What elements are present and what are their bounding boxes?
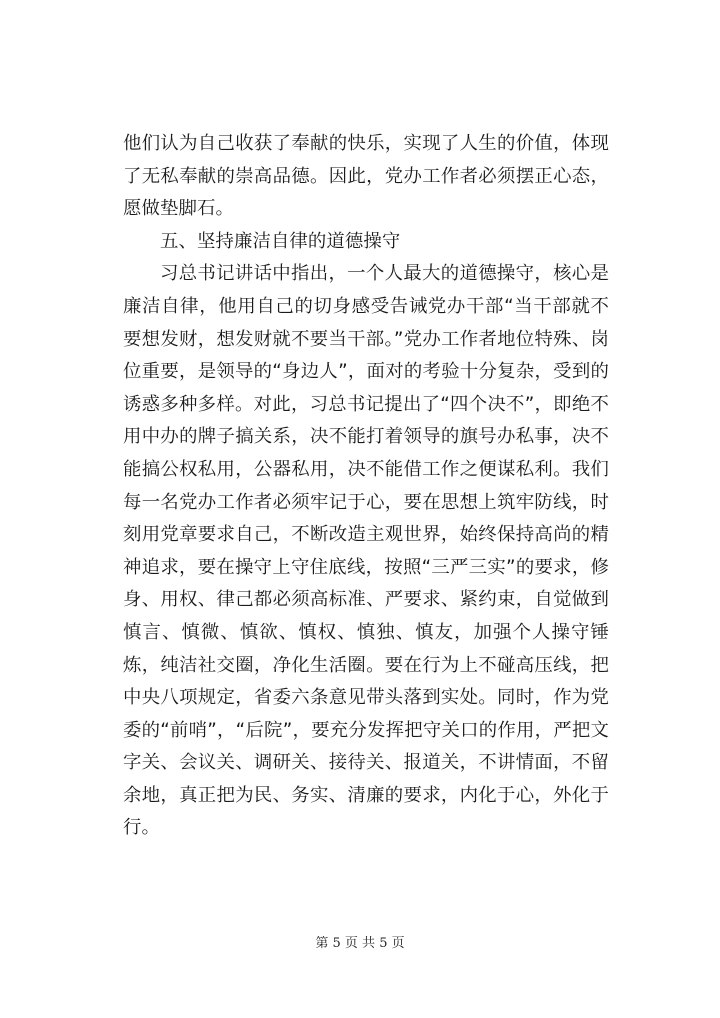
section-heading: 五、坚持廉洁自律的道德操守	[160, 230, 401, 252]
paragraph-continuation: 他们认为自己收获了奉献的快乐，实现了人生的价值，体现了无私奉献的崇高品德。因此，党办工作者必须摆正心态，愿做垫脚石。	[123, 133, 609, 220]
document-body	[123, 128, 609, 845]
paragraph-main: 习总书记讲话中指出，一个人最大的道德操守，核心是廉洁自律，他用自己的切身感受告诫党办干部“当干部就不要想发财，想发财就不要当干部。”党办工作者地位特殊、岗位重要，是领导的“身边人”，面对的考验十分复杂，受到的诱惑多种多样。对此，习总书记提出了“四个决不”，即绝不用中办的牌子搞关系，决不能打着领导的旗号办私事，决不能搞公权私用，公器私用，决不能借工作之便谋私利。我们每一名党办工作者必须牢记于心，要在思想上筑牢防线，时刻用党章要求自己，不断改造主观世界，始终保持高尚的精神追求，要在操守上守住底线，按照“三严三实”的要求，修身、用权、律己都必须高标准、严要求、紧约束，自觉做到慎言、慎微、慎欲、慎权、慎独、慎友，加强个人操守锤炼，纯洁社交圈，净化生活圈。要在行为上不碰高压线，把中央八项规定，省委六条意见带头落到实处。同时，作为党委的“前哨”，“后院”，要充分发挥把守关口的作用，严把文字关、会议关、调研关、接待关、报道关，不讲情面，不留余地，真正把为民、务实、清廉的要求，内化于心，外化于行。	[123, 263, 609, 839]
page-footer: 第 5 页 共 5 页	[315, 936, 405, 951]
